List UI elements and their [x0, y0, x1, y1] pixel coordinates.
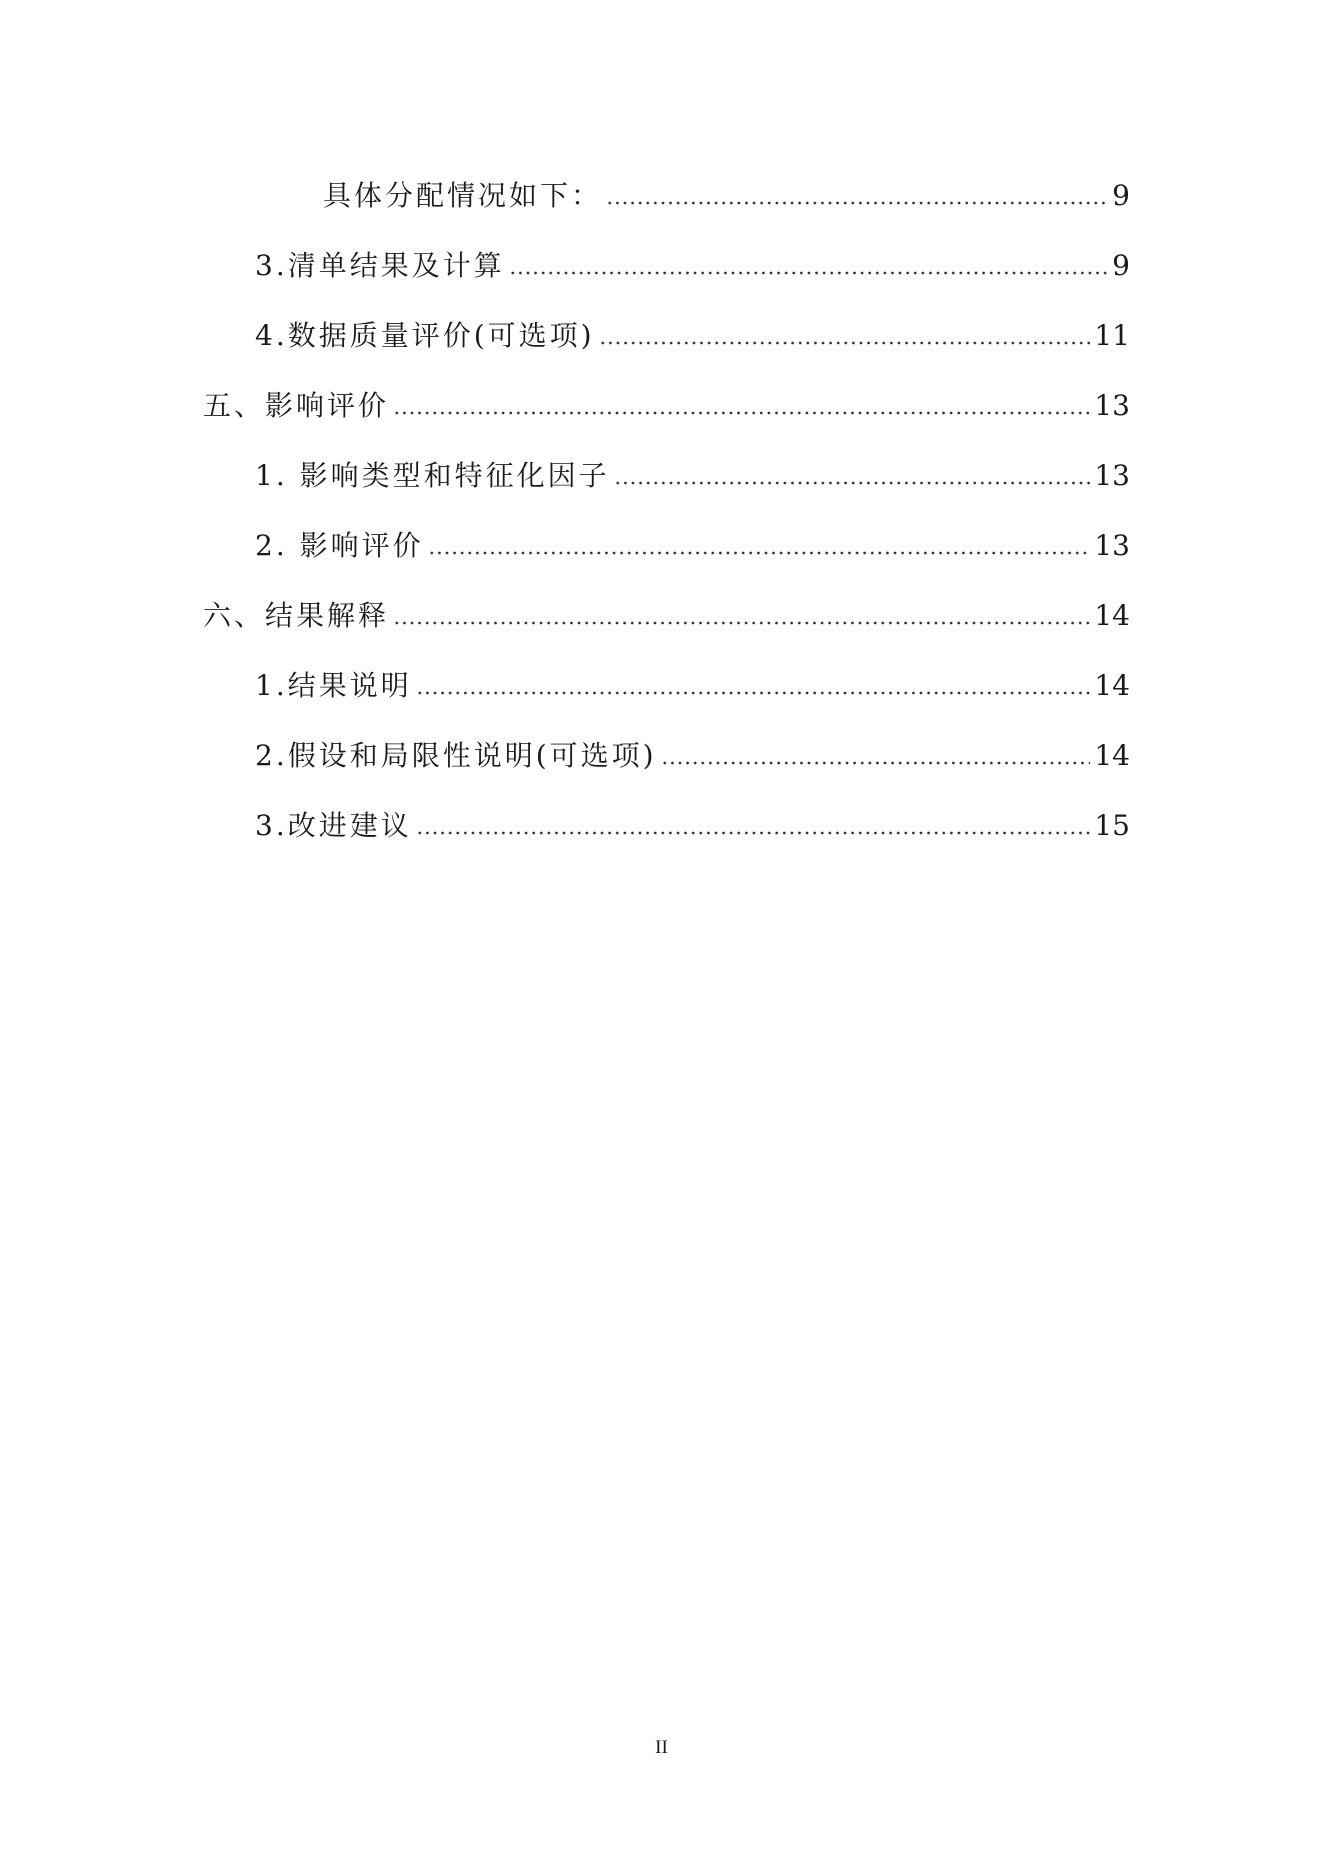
toc-entry[interactable] [255, 804, 1130, 848]
toc-dot-leader [428, 546, 1091, 556]
toc-entry-label: 1. 影响类型和特征化因子 [255, 459, 610, 492]
toc-dot-leader [393, 616, 1090, 626]
toc-entry-label: 六、结果解释 [203, 599, 390, 632]
toc-entry-label: 1.结果说明 [255, 669, 412, 702]
toc-entry-page: 11 [1094, 319, 1130, 352]
toc-entry-page: 13 [1094, 459, 1130, 492]
toc-entry-page: 13 [1094, 389, 1130, 422]
toc-entry[interactable] [255, 314, 1130, 358]
toc-dot-leader [606, 196, 1108, 206]
toc-entry-page: 9 [1112, 179, 1130, 212]
toc-entry-page: 13 [1094, 529, 1130, 562]
toc-entry-label: 3.改进建议 [255, 809, 412, 842]
toc-entry[interactable] [255, 524, 1130, 568]
toc-entry-page: 14 [1094, 669, 1130, 702]
toc-dot-leader [393, 406, 1090, 416]
toc-dot-leader [416, 826, 1091, 836]
toc-dot-leader [661, 756, 1091, 766]
toc-entry-label: 2.假设和局限性说明(可选项) [255, 739, 657, 772]
toc-entry-label: 具体分配情况如下： [323, 179, 603, 212]
toc-entry[interactable] [255, 734, 1130, 778]
toc-entry[interactable] [323, 174, 1130, 218]
toc-entry-page: 14 [1094, 739, 1130, 772]
toc-entry-page: 15 [1094, 809, 1130, 842]
toc-entry-label: 4.数据质量评价(可选项) [255, 319, 595, 352]
toc-entry-page: 9 [1112, 249, 1130, 282]
page-number: II [655, 1737, 668, 1758]
toc-dot-leader [599, 336, 1091, 346]
toc-dot-leader [614, 476, 1091, 486]
toc-entry[interactable] [255, 244, 1130, 288]
toc-entry-label: 3.清单结果及计算 [255, 249, 505, 282]
toc-entry[interactable] [203, 384, 1130, 428]
toc-dot-leader [509, 266, 1108, 276]
toc-entry-label: 2. 影响评价 [255, 529, 424, 562]
toc-entry-page: 14 [1094, 599, 1130, 632]
toc-entry-label: 五、影响评价 [203, 389, 390, 422]
toc-entry[interactable] [255, 664, 1130, 708]
toc-entry[interactable] [203, 594, 1130, 638]
toc-entry[interactable] [255, 454, 1130, 498]
toc-dot-leader [416, 686, 1091, 696]
